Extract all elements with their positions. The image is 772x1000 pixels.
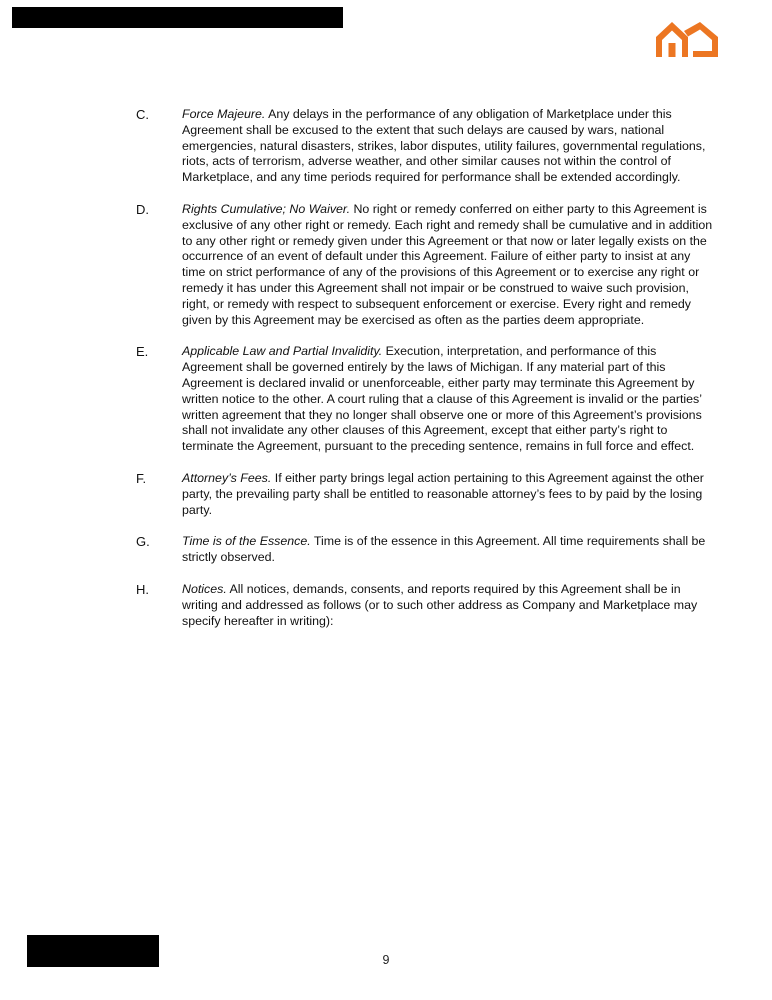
section-body — [182, 202, 716, 328]
section-body — [182, 344, 716, 455]
section-text: Any delays in the performance of any obligation of Marketplace under this Agreement shall be excused to the extent that such delays are caused by wars, national emergencies, natural disasters, strikes, labor disputes, utility failures, governmental regulations, riots, acts of terrorism, adverse weather, and other similar causes not within the control of Marketplace, and any time periods required for performance shall be extended accordingly. — [182, 107, 706, 185]
agreement-sections — [136, 107, 716, 629]
section-heading: Applicable Law and Partial Invalidity. — [182, 344, 383, 359]
section-heading: Rights Cumulative; No Waiver. — [182, 201, 351, 216]
section-text: If either party brings legal action pertaining to this Agreement against the other party, the prevailing party shall be entitled to reasonable attorney’s fees to by paid by the losing party. — [182, 470, 704, 517]
section-letter: G. — [136, 534, 150, 550]
section-letter: C. — [136, 107, 149, 122]
section-text: All notices, demands, consents, and reports required by this Agreement shall be in writing and addressed as follows (or to such other address as Company and Marketplace may specify hereafter in writing): — [182, 581, 698, 628]
section-body — [182, 582, 716, 629]
section-g — [136, 534, 716, 566]
section-text: No right or remedy conferred on either party to this Agreement is exclusive of any other right or remedy. Each right and remedy shall be cumulative and in addition to any other right or remedy given under this Agreement or that now or later legally exists on the occurrence of an event of default under this Agreement. Failure of either party to insist at any time on strict performance of any of the provisions of this Agreement or to exercise any right or remedy it has under this Agreement shall not impair or be construed to waive such provision, right, or remedy with respect to subsequent enforcement or exercise. Every right and remedy given by this Agreement may be exercised as often as the parties deem appropriate. — [182, 201, 713, 327]
section-letter: E. — [136, 344, 149, 360]
section-e — [136, 344, 716, 455]
section-f — [136, 471, 716, 518]
section-letter: F. — [136, 470, 147, 486]
section-body — [182, 471, 716, 518]
section-h — [136, 582, 716, 629]
section-heading: Time is of the Essence. — [182, 534, 311, 549]
redaction-bar-top — [12, 7, 343, 28]
section-d — [136, 202, 716, 328]
section-heading: Attorney’s Fees. — [182, 470, 272, 485]
section-c — [136, 107, 716, 186]
section-text: Execution, interpretation, and performance of this Agreement shall be governed entirely by the laws of Michigan. If any material part of this Agreement is declared invalid or unenforceable, either party may terminate this Agreement by written notice to the other. A court ruling that a clause of this Agreement is invalid or the parties’ written agreement that they no longer shall observe one or more of this Agreement’s provisions shall not invalidate any other clauses of this Agreement, except that either party’s right to terminate the Agreement, pursuant to the preceding sentence, remains in full force and effect. — [182, 344, 702, 454]
house-outline-logo-icon — [652, 18, 722, 60]
section-heading: Force Majeure. — [182, 107, 266, 121]
section-heading: Notices. — [182, 581, 227, 596]
section-letter: D. — [136, 201, 149, 217]
page-number: 9 — [382, 953, 390, 967]
section-body — [182, 107, 716, 186]
section-body — [182, 534, 716, 566]
section-letter: H. — [136, 581, 149, 597]
section-text: Time is of the essence in this Agreement. All time requirements shall be strictly observed. — [182, 534, 706, 565]
